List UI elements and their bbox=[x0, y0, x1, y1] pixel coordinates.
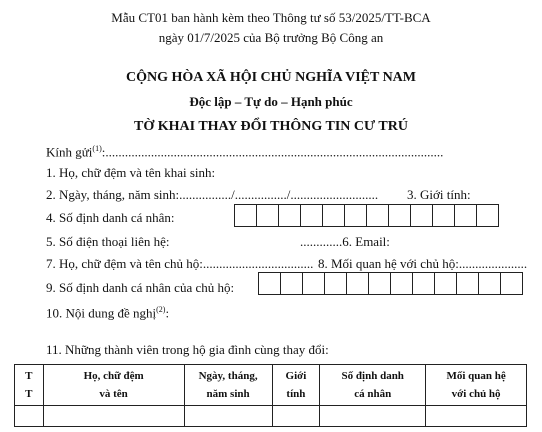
kinh-gui-dots[interactable]: :........................................................................................................ bbox=[101, 144, 444, 160]
field-10-label: 10. Nội dung đề nghị bbox=[46, 305, 157, 321]
id-digit-box[interactable] bbox=[300, 204, 323, 227]
table-cell[interactable] bbox=[272, 406, 320, 427]
head-id-digit-box[interactable] bbox=[478, 272, 501, 295]
head-id-digit-box[interactable] bbox=[368, 272, 391, 295]
id-digit-box[interactable] bbox=[454, 204, 477, 227]
table-row bbox=[15, 406, 527, 427]
header-line: cá nhân bbox=[354, 388, 392, 400]
id-digit-box[interactable] bbox=[344, 204, 367, 227]
head-id-digit-box[interactable] bbox=[456, 272, 479, 295]
header-line: năm sinh bbox=[206, 388, 250, 400]
field-5-phone[interactable]: 5. Số điện thoại liên hệ: bbox=[46, 234, 170, 249]
col-header-stt bbox=[15, 365, 44, 406]
motto: Độc lập – Tự do – Hạnh phúc bbox=[189, 94, 353, 109]
field-2-dob[interactable]: 2. Ngày, tháng, năm sinh:................/................/........................... bbox=[46, 187, 379, 202]
nation-title: CỘNG HÒA XÃ HỘI CHỦ NGHĨA VIỆT NAM bbox=[125, 70, 416, 85]
header-line: với chủ hộ bbox=[451, 388, 501, 400]
table-cell[interactable] bbox=[320, 406, 426, 427]
members-table bbox=[14, 364, 527, 427]
header-line: T bbox=[25, 370, 33, 382]
head-id-digit-box[interactable] bbox=[302, 272, 325, 295]
table-cell[interactable] bbox=[184, 406, 272, 427]
kinh-gui-line bbox=[46, 144, 443, 160]
id-digit-box[interactable] bbox=[234, 204, 257, 227]
id-digit-box[interactable] bbox=[256, 204, 279, 227]
field-1-name: 1. Họ, chữ đệm và tên khai sinh: bbox=[46, 165, 216, 180]
field-10-request[interactable] bbox=[46, 305, 169, 321]
field-10-note: (2) bbox=[156, 305, 166, 314]
col-header-name bbox=[43, 365, 184, 406]
head-id-digit-box[interactable] bbox=[500, 272, 523, 295]
id-digit-box[interactable] bbox=[388, 204, 411, 227]
col-header-id bbox=[320, 365, 426, 406]
field-9-head-id-boxes[interactable] bbox=[258, 272, 522, 295]
id-digit-box[interactable] bbox=[476, 204, 499, 227]
head-id-digit-box[interactable] bbox=[346, 272, 369, 295]
header-line-2: ngày 01/7/2025 của Bộ trưởng Bộ Công an bbox=[158, 30, 384, 45]
form-title: TỜ KHAI THAY ĐỔI THÔNG TIN CƯ TRÚ bbox=[134, 119, 408, 134]
header-line: Số định danh bbox=[341, 370, 404, 382]
kinh-gui-note: (1) bbox=[92, 144, 102, 153]
id-digit-box[interactable] bbox=[366, 204, 389, 227]
field-6-email[interactable]: .............6. Email: bbox=[300, 234, 390, 249]
kinh-gui-label: Kính gửi bbox=[46, 144, 93, 160]
id-digit-box[interactable] bbox=[278, 204, 301, 227]
id-digit-box[interactable] bbox=[410, 204, 433, 227]
head-id-digit-box[interactable] bbox=[280, 272, 303, 295]
field-8-relationship[interactable]: 8. Mối quan hệ với chủ hộ:..................... bbox=[318, 256, 528, 271]
field-7-head-name[interactable]: 7. Họ, chữ đệm và tên chủ hộ:.................................. bbox=[46, 256, 314, 271]
table-cell[interactable] bbox=[426, 406, 527, 427]
field-11-members-label: 11. Những thành viên trong hộ gia đình cùng thay đổi: bbox=[46, 342, 329, 357]
header-line: Họ, chữ đệm bbox=[83, 370, 144, 382]
id-digit-box[interactable] bbox=[322, 204, 345, 227]
header-line: T bbox=[25, 388, 33, 400]
table-header-row bbox=[15, 365, 527, 406]
field-10-colon: : bbox=[165, 305, 170, 321]
head-id-digit-box[interactable] bbox=[324, 272, 347, 295]
head-id-digit-box[interactable] bbox=[434, 272, 457, 295]
head-id-digit-box[interactable] bbox=[258, 272, 281, 295]
field-4-id-label: 4. Số định danh cá nhân: bbox=[46, 210, 175, 225]
header-line: Mối quan hệ bbox=[446, 370, 506, 382]
head-id-digit-box[interactable] bbox=[390, 272, 413, 295]
table-cell[interactable] bbox=[43, 406, 184, 427]
head-id-digit-box[interactable] bbox=[412, 272, 435, 295]
col-header-gender bbox=[272, 365, 320, 406]
header-line: Ngày, tháng, bbox=[198, 370, 258, 382]
table-cell[interactable] bbox=[15, 406, 44, 427]
field-3-gender[interactable]: 3. Giới tính: bbox=[407, 187, 471, 202]
id-digit-box[interactable] bbox=[432, 204, 455, 227]
header-line-1: Mẫu CT01 ban hành kèm theo Thông tư số 53/2025/TT-BCA bbox=[111, 10, 431, 25]
header-line: tính bbox=[286, 388, 306, 400]
col-header-dob bbox=[184, 365, 272, 406]
field-4-id-boxes[interactable] bbox=[234, 204, 498, 227]
field-9-head-id-label: 9. Số định danh cá nhân của chủ hộ: bbox=[46, 280, 235, 295]
col-header-relationship bbox=[426, 365, 527, 406]
header-line: và tên bbox=[99, 388, 128, 400]
header-line: Giới bbox=[285, 370, 307, 382]
